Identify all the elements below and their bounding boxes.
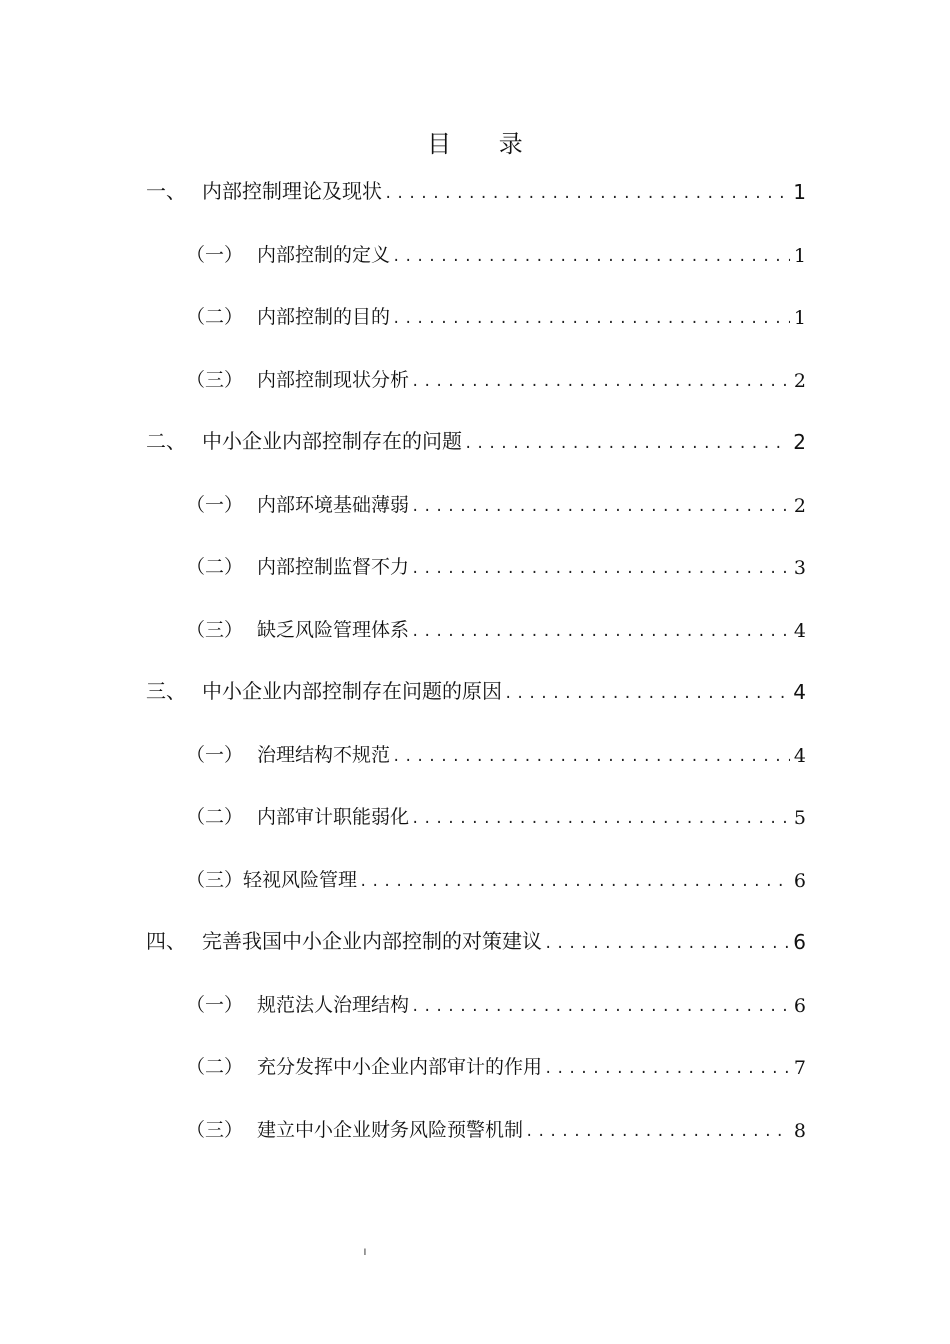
- toc-number: 三、: [146, 679, 186, 703]
- toc-title: 目 录: [427, 130, 543, 158]
- toc-label: 内部环境基础薄弱: [257, 494, 410, 516]
- page-marker: I: [363, 1248, 367, 1258]
- toc-label: 轻视风险管理: [243, 869, 358, 891]
- toc-label: 充分发挥中小企业内部审计的作用: [257, 1056, 543, 1078]
- toc-leader-dots: [525, 1122, 790, 1142]
- toc-page-number: 2: [793, 495, 806, 517]
- toc-number: （二）: [186, 556, 244, 578]
- toc-page-number: 2: [793, 370, 806, 392]
- toc-leader-dots: [392, 309, 790, 329]
- toc-number: （二）: [186, 306, 244, 328]
- toc-number: 一、: [146, 179, 186, 203]
- toc-label: 内部控制的定义: [257, 244, 391, 266]
- toc-entry-1-2[interactable]: [186, 299, 806, 329]
- toc-label: 内部审计职能弱化: [257, 806, 410, 828]
- toc-page-number: 8: [793, 1120, 806, 1142]
- toc-leader-dots: [544, 1059, 790, 1079]
- toc-entry-2-3[interactable]: [186, 612, 806, 642]
- toc-page-number: 1: [793, 245, 806, 267]
- toc-label: 治理结构不规范: [257, 744, 391, 766]
- toc-leader-dots: [392, 247, 790, 267]
- toc-label: 内部控制理论及现状: [202, 179, 382, 203]
- toc-page-number: 7: [793, 1057, 806, 1079]
- toc-label: 内部控制现状分析: [257, 369, 410, 391]
- toc-page-number: 4: [793, 680, 806, 704]
- toc-leader-dots: [544, 934, 789, 954]
- toc-leader-dots: [504, 684, 789, 704]
- toc-entry-3-2[interactable]: [186, 799, 806, 829]
- toc-number: （三）: [186, 869, 244, 891]
- toc-page-number: 5: [793, 807, 806, 829]
- toc-entry-1[interactable]: [146, 174, 806, 204]
- toc-label: 完善我国中小企业内部控制的对策建议: [202, 929, 542, 953]
- toc-page-number: 4: [793, 620, 806, 642]
- toc-number: （一）: [186, 494, 244, 516]
- toc-leader-dots: [411, 997, 790, 1017]
- toc-number: （三）: [186, 369, 244, 391]
- toc-leader-dots: [411, 559, 790, 579]
- toc-entry-3[interactable]: [146, 674, 806, 704]
- toc-page-number: 3: [793, 557, 806, 579]
- toc-number: 四、: [146, 929, 186, 953]
- toc-page-number: 6: [793, 870, 806, 892]
- toc-leader-dots: [464, 434, 789, 454]
- toc-number: （一）: [186, 994, 244, 1016]
- toc-entry-1-3[interactable]: [186, 362, 806, 392]
- toc-page-number: 2: [793, 430, 806, 454]
- toc-label: 中小企业内部控制存在的问题: [202, 429, 462, 453]
- toc-label: 规范法人治理结构: [257, 994, 410, 1016]
- toc-page-number: 4: [793, 745, 806, 767]
- toc-entry-1-1[interactable]: [186, 237, 806, 267]
- toc-label: 中小企业内部控制存在问题的原因: [202, 679, 502, 703]
- toc-entry-2[interactable]: [146, 424, 806, 454]
- toc-entry-4-2[interactable]: [186, 1049, 806, 1079]
- toc-number: （二）: [186, 1056, 244, 1078]
- toc-number: （三）: [186, 619, 244, 641]
- toc-page-number: 6: [793, 995, 806, 1017]
- toc-entry-4[interactable]: [146, 924, 806, 954]
- toc-leader-dots: [411, 497, 790, 517]
- toc-leader-dots: [411, 622, 790, 642]
- toc-number: （一）: [186, 244, 244, 266]
- toc-leader-dots: [384, 184, 789, 204]
- toc-entry-2-2[interactable]: [186, 549, 806, 579]
- toc-number: 二、: [146, 429, 186, 453]
- toc-entry-3-3[interactable]: [186, 862, 806, 892]
- toc-leader-dots: [411, 809, 790, 829]
- toc-entry-4-1[interactable]: [186, 987, 806, 1017]
- toc-page-number: 6: [793, 930, 806, 954]
- toc-page-number: 1: [793, 307, 806, 329]
- toc-leader-dots: [411, 372, 790, 392]
- toc-leader-dots: [359, 872, 790, 892]
- toc-label: 建立中小企业财务风险预警机制: [257, 1119, 524, 1141]
- toc-number: （二）: [186, 806, 244, 828]
- toc-label: 内部控制的目的: [257, 306, 391, 328]
- toc-entry-3-1[interactable]: [186, 737, 806, 767]
- toc-number: （三）: [186, 1119, 244, 1141]
- toc-page-number: 1: [793, 180, 806, 204]
- toc-entry-4-3[interactable]: [186, 1112, 806, 1142]
- toc-label: 缺乏风险管理体系: [257, 619, 410, 641]
- toc-label: 内部控制监督不力: [257, 556, 410, 578]
- toc-leader-dots: [392, 747, 790, 767]
- toc-entry-2-1[interactable]: [186, 487, 806, 517]
- toc-number: （一）: [186, 744, 244, 766]
